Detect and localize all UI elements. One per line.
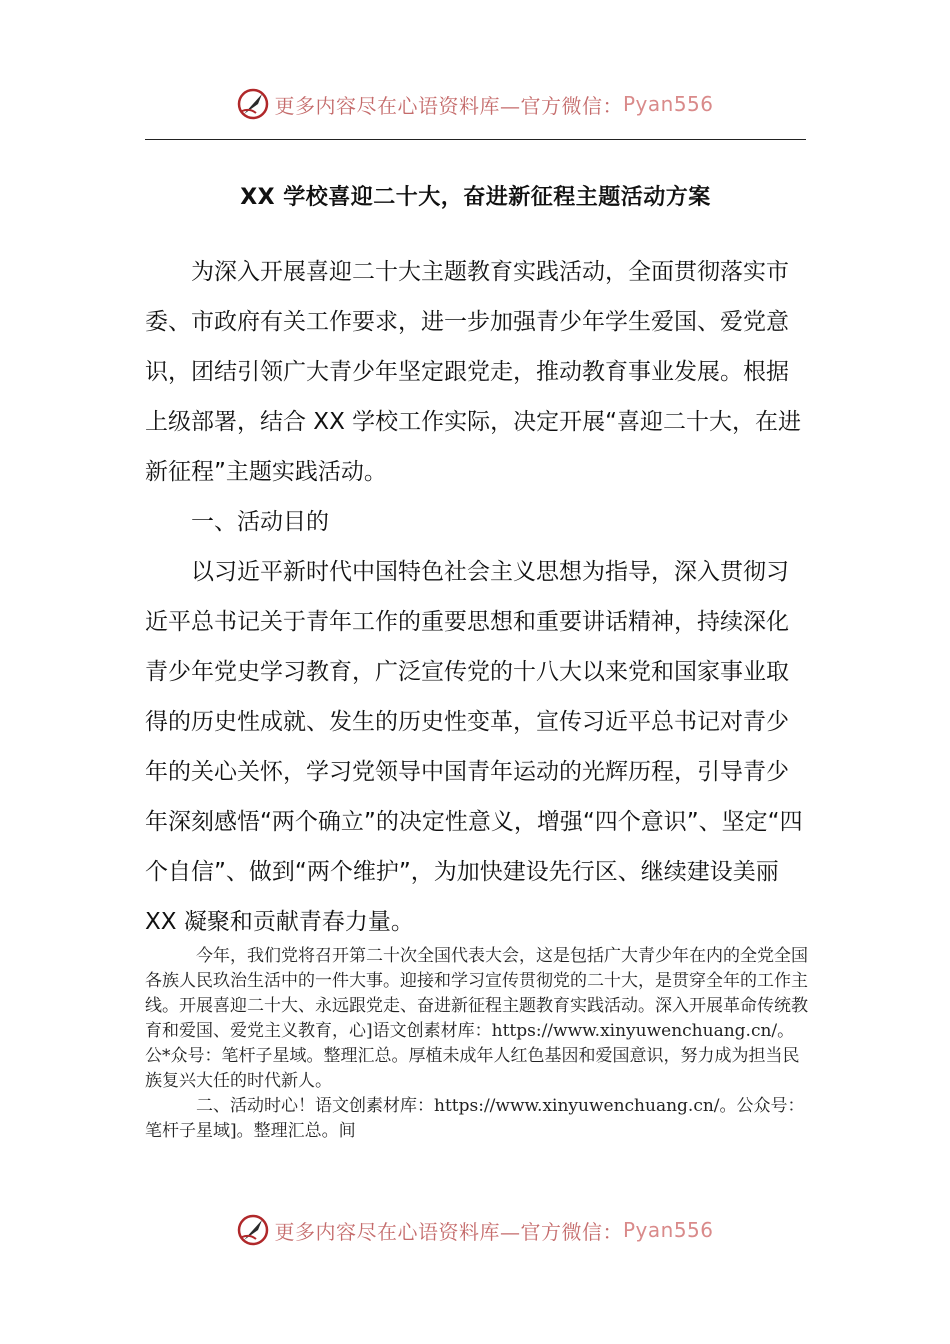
header-divider [145, 139, 806, 140]
banner-wechat-id: Pyan556 [622, 92, 714, 116]
quill-logo-icon [236, 1213, 270, 1247]
document-title: XX 学校喜迎二十大，奋进新征程主题活动方案 [240, 185, 711, 210]
header-watermark-banner [0, 84, 950, 124]
banner-text: 更多内容尽在心语资料库—官方微信： [274, 93, 623, 118]
footer-watermark-banner [0, 1210, 950, 1250]
small-paragraph-1: 今年，我们党将召开第二十次全国代表大会，这是包括广大青少年在内的全党全国各族人民玖治生活中的一件大事。迎接和学习宣传贯彻党的二十大，是贯穿全年的工作主线。开展喜迎二十大、永远跟党走、奋进新征程主题教育实践活动。深入开展革命传统教育和爱国、爱党主义教育，心]语文创素材库：https://www.xinyuwenchuang.cn/。公*众号：笔杆子星域。整理汇总。厚植未成年人红色基因和爱国意识，努力成为担当民族复兴大任的时代新人。 [145, 946, 808, 1091]
document-body [145, 247, 810, 947]
section-heading-purpose: 一、活动目的 [191, 509, 329, 535]
intro-paragraph: 为深入开展喜迎二十大主题教育实践活动，全面贯彻落实市委、市政府有关工作要求，进一步加强青少年学生爱国、爱党意识，团结引领广大青少年坚定跟党走，推动教育事业发展。根据上级部署，结合 XX 学校工作实际，决定开展“喜迎二十大，在进新征程”主题实践活动。 [145, 259, 802, 485]
banner-wechat-id: Pyan556 [622, 1218, 714, 1242]
small-print-block [145, 944, 810, 1144]
small-paragraph-2: 二、活动时心！语文创素材库：https://www.xinyuwenchuang.cn/。公众号：笔杆子星域]。整理汇总。间 [145, 1096, 805, 1141]
quill-logo-icon [236, 87, 270, 121]
banner-text: 更多内容尽在心语资料库—官方微信： [274, 1219, 623, 1244]
purpose-paragraph: 以习近平新时代中国特色社会主义思想为指导，深入贯彻习近平总书记关于青年工作的重要思想和重要讲话精神，持续深化青少年党史学习教育，广泛宣传党的十八大以来党和国家事业取得的历史性成就、发生的历史性变革，宣传习近平总书记对青少年的关心关怀，学习党领导中国青年运动的光辉历程，引导青少年深刻感悟“两个确立”的决定性意义，增强“四个意识”、坚定“四个自信”、做到“两个维护”，为加快建设先行区、继续建设美丽 XX 凝聚和贡献青春力量。 [145, 559, 803, 935]
